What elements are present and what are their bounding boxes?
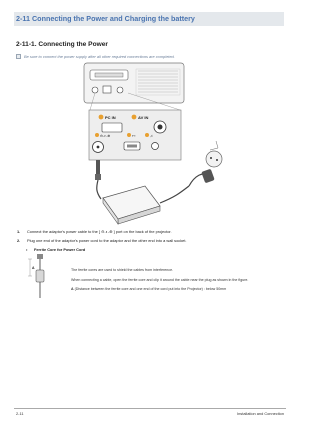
distance-a-label: A <box>32 266 35 270</box>
note-text: Be sure to connect the power supply after all other required connections are completed. <box>24 54 175 59</box>
page-number: 2-11 <box>16 411 24 416</box>
port-panel-closeup <box>89 110 181 160</box>
step-number: 1. <box>17 229 21 234</box>
ferrite-line-2: When connecting a cable, open the ferrite core and clip it around the cable near the plug as shown in the figure. <box>71 277 249 282</box>
step-number: 2. <box>17 238 21 243</box>
ferrite-line-3-text: (Distance between the ferrite core and one end of the cord put into the Projector) : below 50mm <box>73 287 227 291</box>
distance-a-bold: A <box>71 287 74 291</box>
step-1 <box>17 229 187 234</box>
pc-in-label: PC IN <box>105 115 116 120</box>
section-title: 2-11-1. Connecting the Power <box>16 41 108 48</box>
svg-text:♫: ♫ <box>150 134 153 138</box>
step-text: Connect the adaptor's power cable to the [ ⊖-◐-⊕ ] port on the back of the projector. <box>27 229 172 234</box>
footer-section-title: Installation and Connection <box>237 411 284 416</box>
ferrite-line-1: The ferrite cores are used to shield the cables from interference. <box>71 268 174 272</box>
bullet: • <box>26 247 28 252</box>
svg-text:⊷: ⊷ <box>132 134 136 138</box>
ferrite-description <box>71 268 248 297</box>
ferrite-line-3 <box>71 287 248 291</box>
chapter-title: 2-11 Connecting the Power and Charging the battery <box>16 14 195 23</box>
ferrite-heading-text: Ferrite Core for Power Cord <box>34 247 86 252</box>
instruction-steps <box>17 229 187 247</box>
ferrite-core-illustration <box>28 254 44 298</box>
step-2 <box>17 238 187 243</box>
footer-divider <box>14 408 286 409</box>
av-in-label: AV IN <box>138 115 149 120</box>
step-text: Plug one end of the adaptor's power cord to the adaptor and the other end into a wall socket. <box>27 238 187 243</box>
svg-text:⊖-◐-⊕: ⊖-◐-⊕ <box>100 134 111 138</box>
projector-back-panel <box>84 63 184 103</box>
ferrite-heading <box>26 247 85 252</box>
